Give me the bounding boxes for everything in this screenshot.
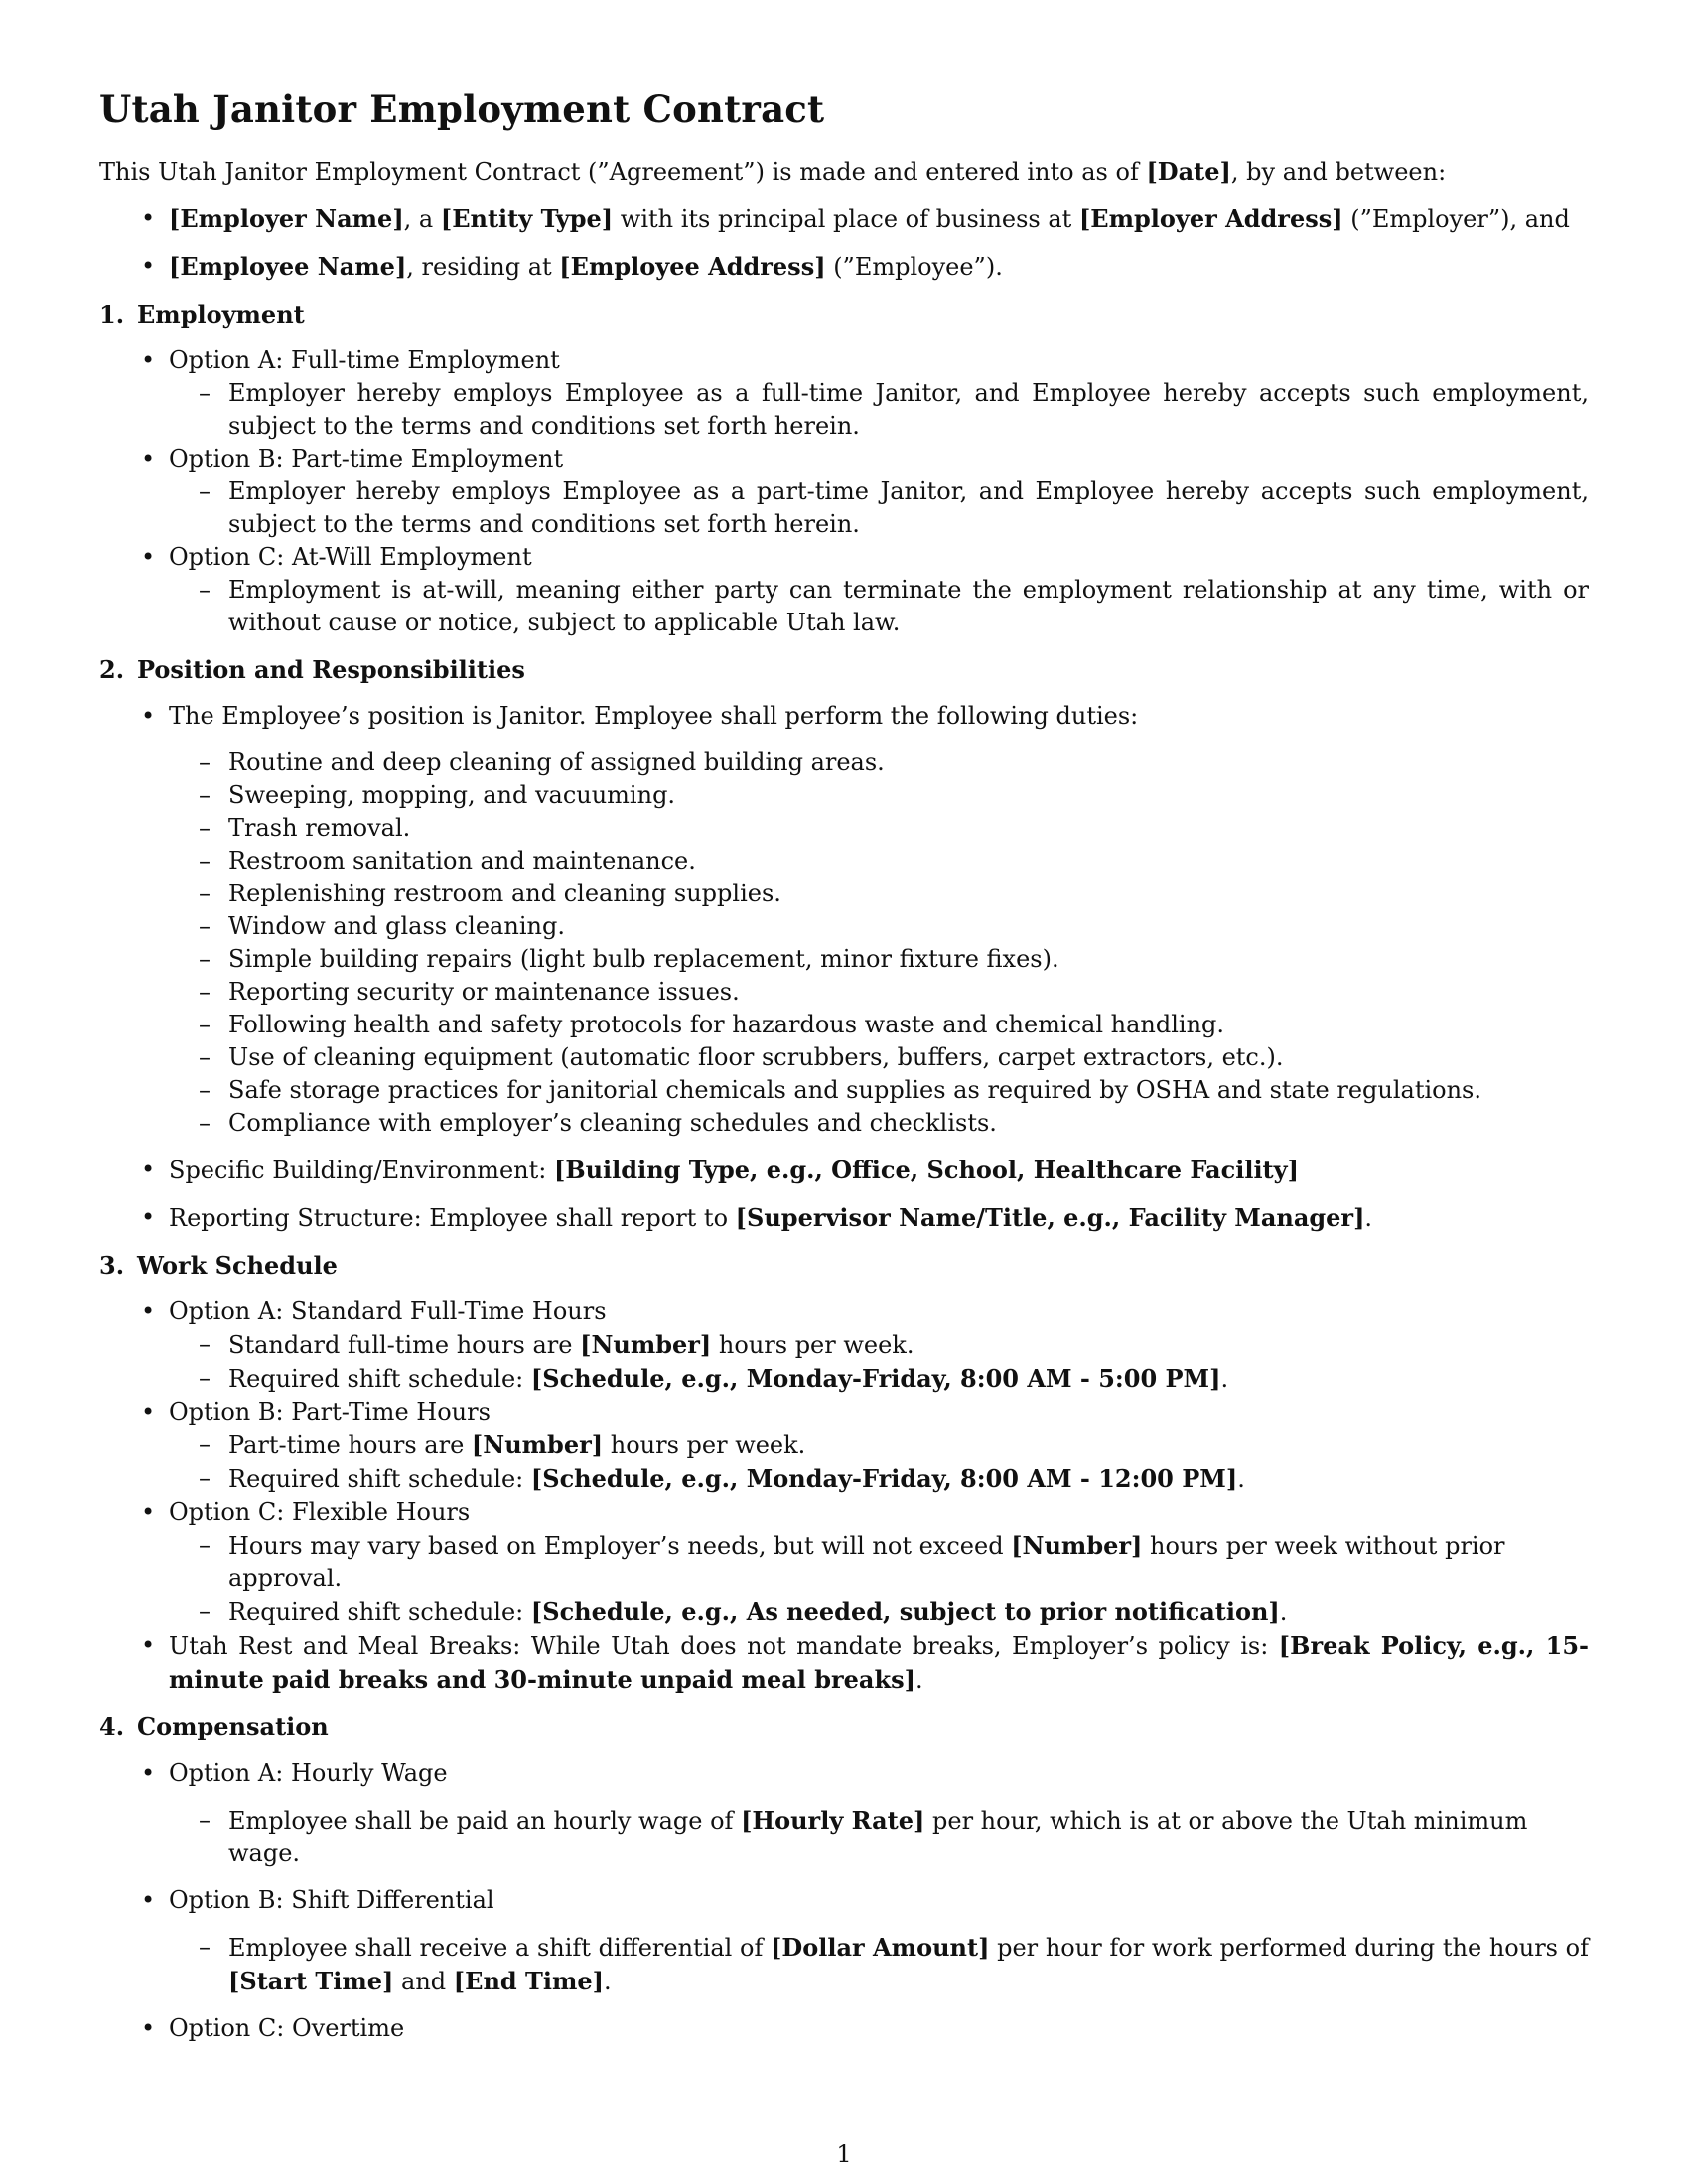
list-item: • Option C: At-Will Employment – Employment is at-will, meaning either party can terminate the employment relationship at any time, with or without cause or notice, subject to applicable Utah law. [99, 541, 1589, 639]
list-item: – Part-time hours are [Number] hours per week. [199, 1431, 806, 1459]
duty-item: – Restroom sanitation and maintenance. [199, 847, 696, 875]
party-employee: • [Employee Name], residing at [Employee Address] (”Employee”). [141, 252, 1003, 281]
list-item: – Required shift schedule: [Schedule, e.g., As needed, subject to prior notification]. [199, 1597, 1288, 1626]
duty-item: – Replenishing restroom and cleaning supplies. [199, 880, 781, 907]
list-item: • Option A: Hourly Wage – Employee shall be paid an hourly wage of [Hourly Rate] per hour, which is at or above the Utah minimum wage. [99, 1757, 1589, 1870]
list-item: – Hours may vary based on Employer’s needs, but will not exceed [Number] hours per week without prior approval. [199, 1531, 1505, 1592]
list-item: • Option C: Flexible Hours – Hours may vary based on Employer’s needs, but will not exceed [Number] hours per week without prior approval. – Required shift schedule: [Schedule, e.g., As needed, subject to prior notification]. [99, 1496, 1589, 1629]
parties-list [99, 203, 1589, 284]
list-item: • Reporting Structure: Employee shall report to [Supervisor Name/Title, e.g., Facility Manager]. [141, 1203, 1373, 1232]
schedule-options [99, 1296, 1589, 1697]
page-number: 1 [836, 2140, 852, 2168]
document-page [99, 87, 1589, 2059]
list-item: – Employee shall be paid an hourly wage of [Hourly Rate] per hour, which is at or above the Utah minimum wage. [199, 1806, 1528, 1867]
list-item: • Option A: Full-time Employment – Employer hereby employs Employee as a full-time Janitor, and Employee hereby accepts such employment, subject to the terms and conditions set forth herein. [99, 344, 1589, 443]
section-heading-schedule: 3. Work Schedule [99, 1251, 338, 1280]
section-heading-employment: 1. Employment [99, 300, 305, 329]
compensation-options [99, 1757, 1589, 2045]
position-list [99, 700, 1589, 1235]
list-item: – Required shift schedule: [Schedule, e.g., Monday-Friday, 8:00 AM - 5:00 PM]. [199, 1364, 1229, 1393]
list-item: – Required shift schedule: [Schedule, e.g., Monday-Friday, 8:00 AM - 12:00 PM]. [199, 1464, 1245, 1493]
list-item: – Employee shall receive a shift differential of [Dollar Amount] per hour for work performed during the hours of [Start Time] and [End Time]. [199, 1933, 1590, 1995]
list-item: – Employer hereby employs Employee as a full-time Janitor, and Employee hereby accepts such employment, subject to the terms and conditions set forth herein. [199, 379, 1589, 440]
duty-item: – Sweeping, mopping, and vacuuming. [199, 781, 676, 809]
party-employer: • [Employer Name], a [Entity Type] with its principal place of business at [Employer Address] (”Employer”), and [141, 205, 1570, 233]
duty-item: – Compliance with employer’s cleaning schedules and checklists. [199, 1109, 997, 1137]
list-item: • The Employee’s position is Janitor. Employee shall perform the following duties: – Routine and deep cleaning of assigned building areas. – Sweeping, mopping, and vacuuming. – Trash removal. – Restroom sanitation and maintenance. – Replenishing restroom and cleaning supplies. – Window and glass cleaning. – Simple building repairs (light bulb replacement, minor fixture fixes). – Reporting security or maintenance issues. – Following health and safety protocols for hazardous waste and chemical handling. – Use of cleaning equipment (automatic floor scrubbers, buffers, carpet extractors, etc.). – Safe storage practices for janitorial chemicals and supplies as required by OSHA and state regulations. – Compliance with employer’s cleaning schedules and checklists. [99, 700, 1589, 1140]
section-heading-compensation: 4. Compensation [99, 1712, 329, 1741]
list-item: – Standard full-time hours are [Number] hours per week. [199, 1330, 914, 1359]
duty-item: – Simple building repairs (light bulb replacement, minor fixture fixes). [199, 945, 1059, 973]
list-item: • Option B: Part-Time Hours – Part-time hours are [Number] hours per week. – Required shift schedule: [Schedule, e.g., Monday-Friday, 8:00 AM - 12:00 PM]. [99, 1396, 1589, 1496]
date-placeholder: [Date] [1146, 157, 1231, 186]
duty-item: – Use of cleaning equipment (automatic floor scrubbers, buffers, carpet extractors, etc.). [199, 1043, 1284, 1071]
supervisor-placeholder: [Supervisor Name/Title, e.g., Facility Manager] [735, 1203, 1365, 1232]
list-item: – Employment is at-will, meaning either party can terminate the employment relationship at any time, with or without cause or notice, subject to applicable Utah law. [199, 576, 1589, 636]
employment-options [99, 344, 1589, 639]
duty-item: – Trash removal. [199, 814, 411, 842]
duty-item: – Following health and safety protocols for hazardous waste and chemical handling. [199, 1011, 1225, 1038]
duties-list [169, 747, 1589, 1140]
duty-item: – Window and glass cleaning. [199, 912, 565, 940]
duty-item: – Safe storage practices for janitorial chemicals and supplies as required by OSHA and state regulations. [199, 1076, 1481, 1104]
list-item: – Employer hereby employs Employee as a part-time Janitor, and Employee hereby accepts such employment, subject to the terms and conditions set forth herein. [199, 478, 1589, 538]
duty-item: – Routine and deep cleaning of assigned building areas. [199, 749, 885, 776]
building-type-placeholder: [Building Type, e.g., Office, School, Healthcare Facility] [553, 1156, 1299, 1184]
document-title: Utah Janitor Employment Contract [99, 87, 825, 131]
list-item: • Option C: Overtime [141, 2014, 405, 2042]
list-item: • Utah Rest and Meal Breaks: While Utah does not mandate breaks, Employer’s policy is: [Break Policy, e.g., 15-minute paid breaks and 30-minute unpaid meal breaks]. [141, 1631, 1589, 1694]
list-item: • Option A: Standard Full-Time Hours – Standard full-time hours are [Number] hours per week. – Required shift schedule: [Schedule, e.g., Monday-Friday, 8:00 AM - 5:00 PM]. [99, 1296, 1589, 1396]
list-item: • Option B: Shift Differential – Employee shall receive a shift differential of [Dollar Amount] per hour for work performed during the hours of [Start Time] and [End Time]. [99, 1884, 1589, 1998]
intro-paragraph: This Utah Janitor Employment Contract (”Agreement”) is made and entered into as of [Date], by and between: [99, 157, 1447, 186]
duty-item: – Reporting security or maintenance issues. [199, 978, 740, 1006]
section-heading-position: 2. Position and Responsibilities [99, 655, 525, 684]
list-item: • Option B: Part-time Employment – Employer hereby employs Employee as a part-time Janitor, and Employee hereby accepts such employment, subject to the terms and conditions set forth herein. [99, 443, 1589, 541]
list-item: • Specific Building/Environment: [Building Type, e.g., Office, School, Healthcare Facility] [141, 1156, 1299, 1184]
